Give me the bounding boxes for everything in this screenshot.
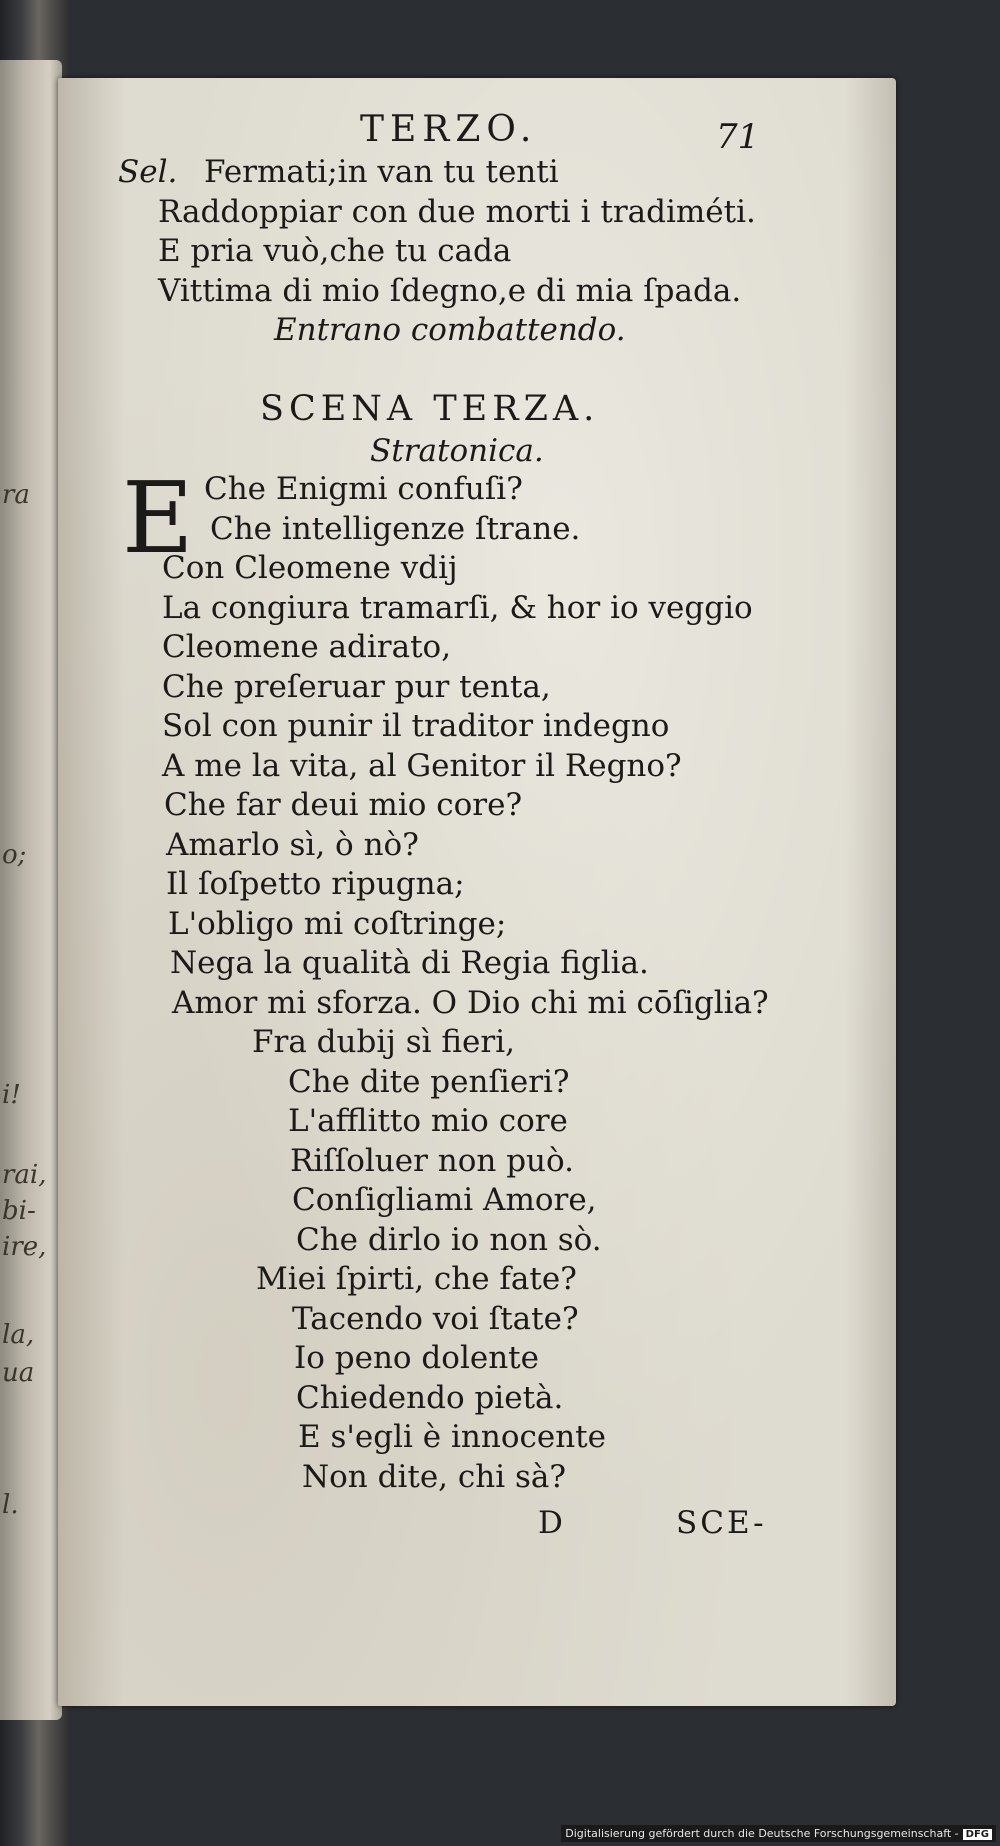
verse-line: Sol con punir il traditor indegno <box>162 708 670 744</box>
scene-character: Stratonica. <box>370 433 544 469</box>
verse-line: E s'egli è innocente <box>298 1419 606 1455</box>
verse-line: A me la vita, al Genitor il Regno? <box>162 748 682 784</box>
verse-line: Che preſeruar pur tenta, <box>162 669 551 705</box>
previous-page-fragment: ire, <box>2 1232 47 1262</box>
verse-line: Che far deui mio core? <box>164 787 523 823</box>
scene-title: SCENA TERZA. <box>260 389 600 429</box>
verse-line: Non dite, chi sà? <box>302 1459 566 1495</box>
page-number: 71 <box>716 117 760 157</box>
previous-page-fragment: o; <box>2 840 27 870</box>
previous-page-fragment: ra <box>2 480 30 510</box>
verse-line: Il ſoſpetto ripugna; <box>166 866 465 902</box>
verse-line: L'afflitto mio core <box>288 1103 568 1139</box>
previous-page-edge <box>0 60 62 1720</box>
verse-line: Nega la qualità di Regia figlia. <box>170 945 649 981</box>
verse-line: Tacendo voi ſtate? <box>292 1301 579 1337</box>
speaker-name: Sel. <box>118 154 178 190</box>
previous-page-fragment: i! <box>2 1080 21 1110</box>
verse-line: Amor mi sforza. O Dio chi mi cōſiglia? <box>172 985 769 1021</box>
verse-line: Vittima di mio ſdegno,e di mia ſpada. <box>158 273 742 309</box>
catchword: SCE- <box>676 1505 767 1541</box>
running-title: TERZO. <box>360 109 538 150</box>
previous-page-fragment: bi- <box>2 1196 36 1226</box>
verse-line: Fra dubij sì fieri, <box>252 1024 515 1060</box>
verse-line: Raddoppiar con due morti i tradiméti. <box>158 194 756 230</box>
previous-page-fragment: ua <box>2 1358 35 1388</box>
verse-line: L'obligo mi coſtringe; <box>168 906 507 942</box>
verse-line: Con Cleomene vdij <box>162 550 458 586</box>
credit-text: Digitalisierung gefördert durch die Deutsche Forschungsgemeinschaft - <box>565 1827 959 1840</box>
verse-line: Io peno dolente <box>294 1340 539 1376</box>
stage-direction: Entrano combattendo. <box>274 312 626 348</box>
dfg-logo-badge: DFG <box>963 1829 992 1840</box>
verse-line: Riſſoluer non può. <box>290 1143 574 1179</box>
verse-line: Miei ſpirti, che fate? <box>256 1261 577 1297</box>
digitization-credit <box>561 1825 996 1842</box>
verse-line: Conſigliami Amore, <box>292 1182 597 1218</box>
previous-page-fragment: rai, <box>2 1160 47 1190</box>
drop-cap-letter: E <box>122 462 194 576</box>
verse-line: Cleomene adirato, <box>162 629 452 665</box>
verse-line: Che dite penſieri? <box>288 1064 570 1100</box>
signature-mark: D <box>538 1505 563 1541</box>
verse-line: La congiura tramarſi, & hor io veggio <box>162 590 753 626</box>
verse-line: Che Enigmi confuſi? <box>204 471 523 507</box>
previous-page-fragment: l. <box>2 1490 19 1520</box>
verse-line: Chiedendo pietà. <box>296 1380 564 1416</box>
verse-line: Che dirlo io non sò. <box>296 1222 602 1258</box>
verse-line: Che intelligenze ſtrane. <box>210 511 581 547</box>
verse-line: Amarlo sì, ò nò? <box>166 827 419 863</box>
previous-page-fragment: la, <box>2 1320 35 1350</box>
verse-line: Fermati;in van tu tenti <box>204 154 559 190</box>
verse-line: E pria vuò,che tu cada <box>158 233 512 269</box>
